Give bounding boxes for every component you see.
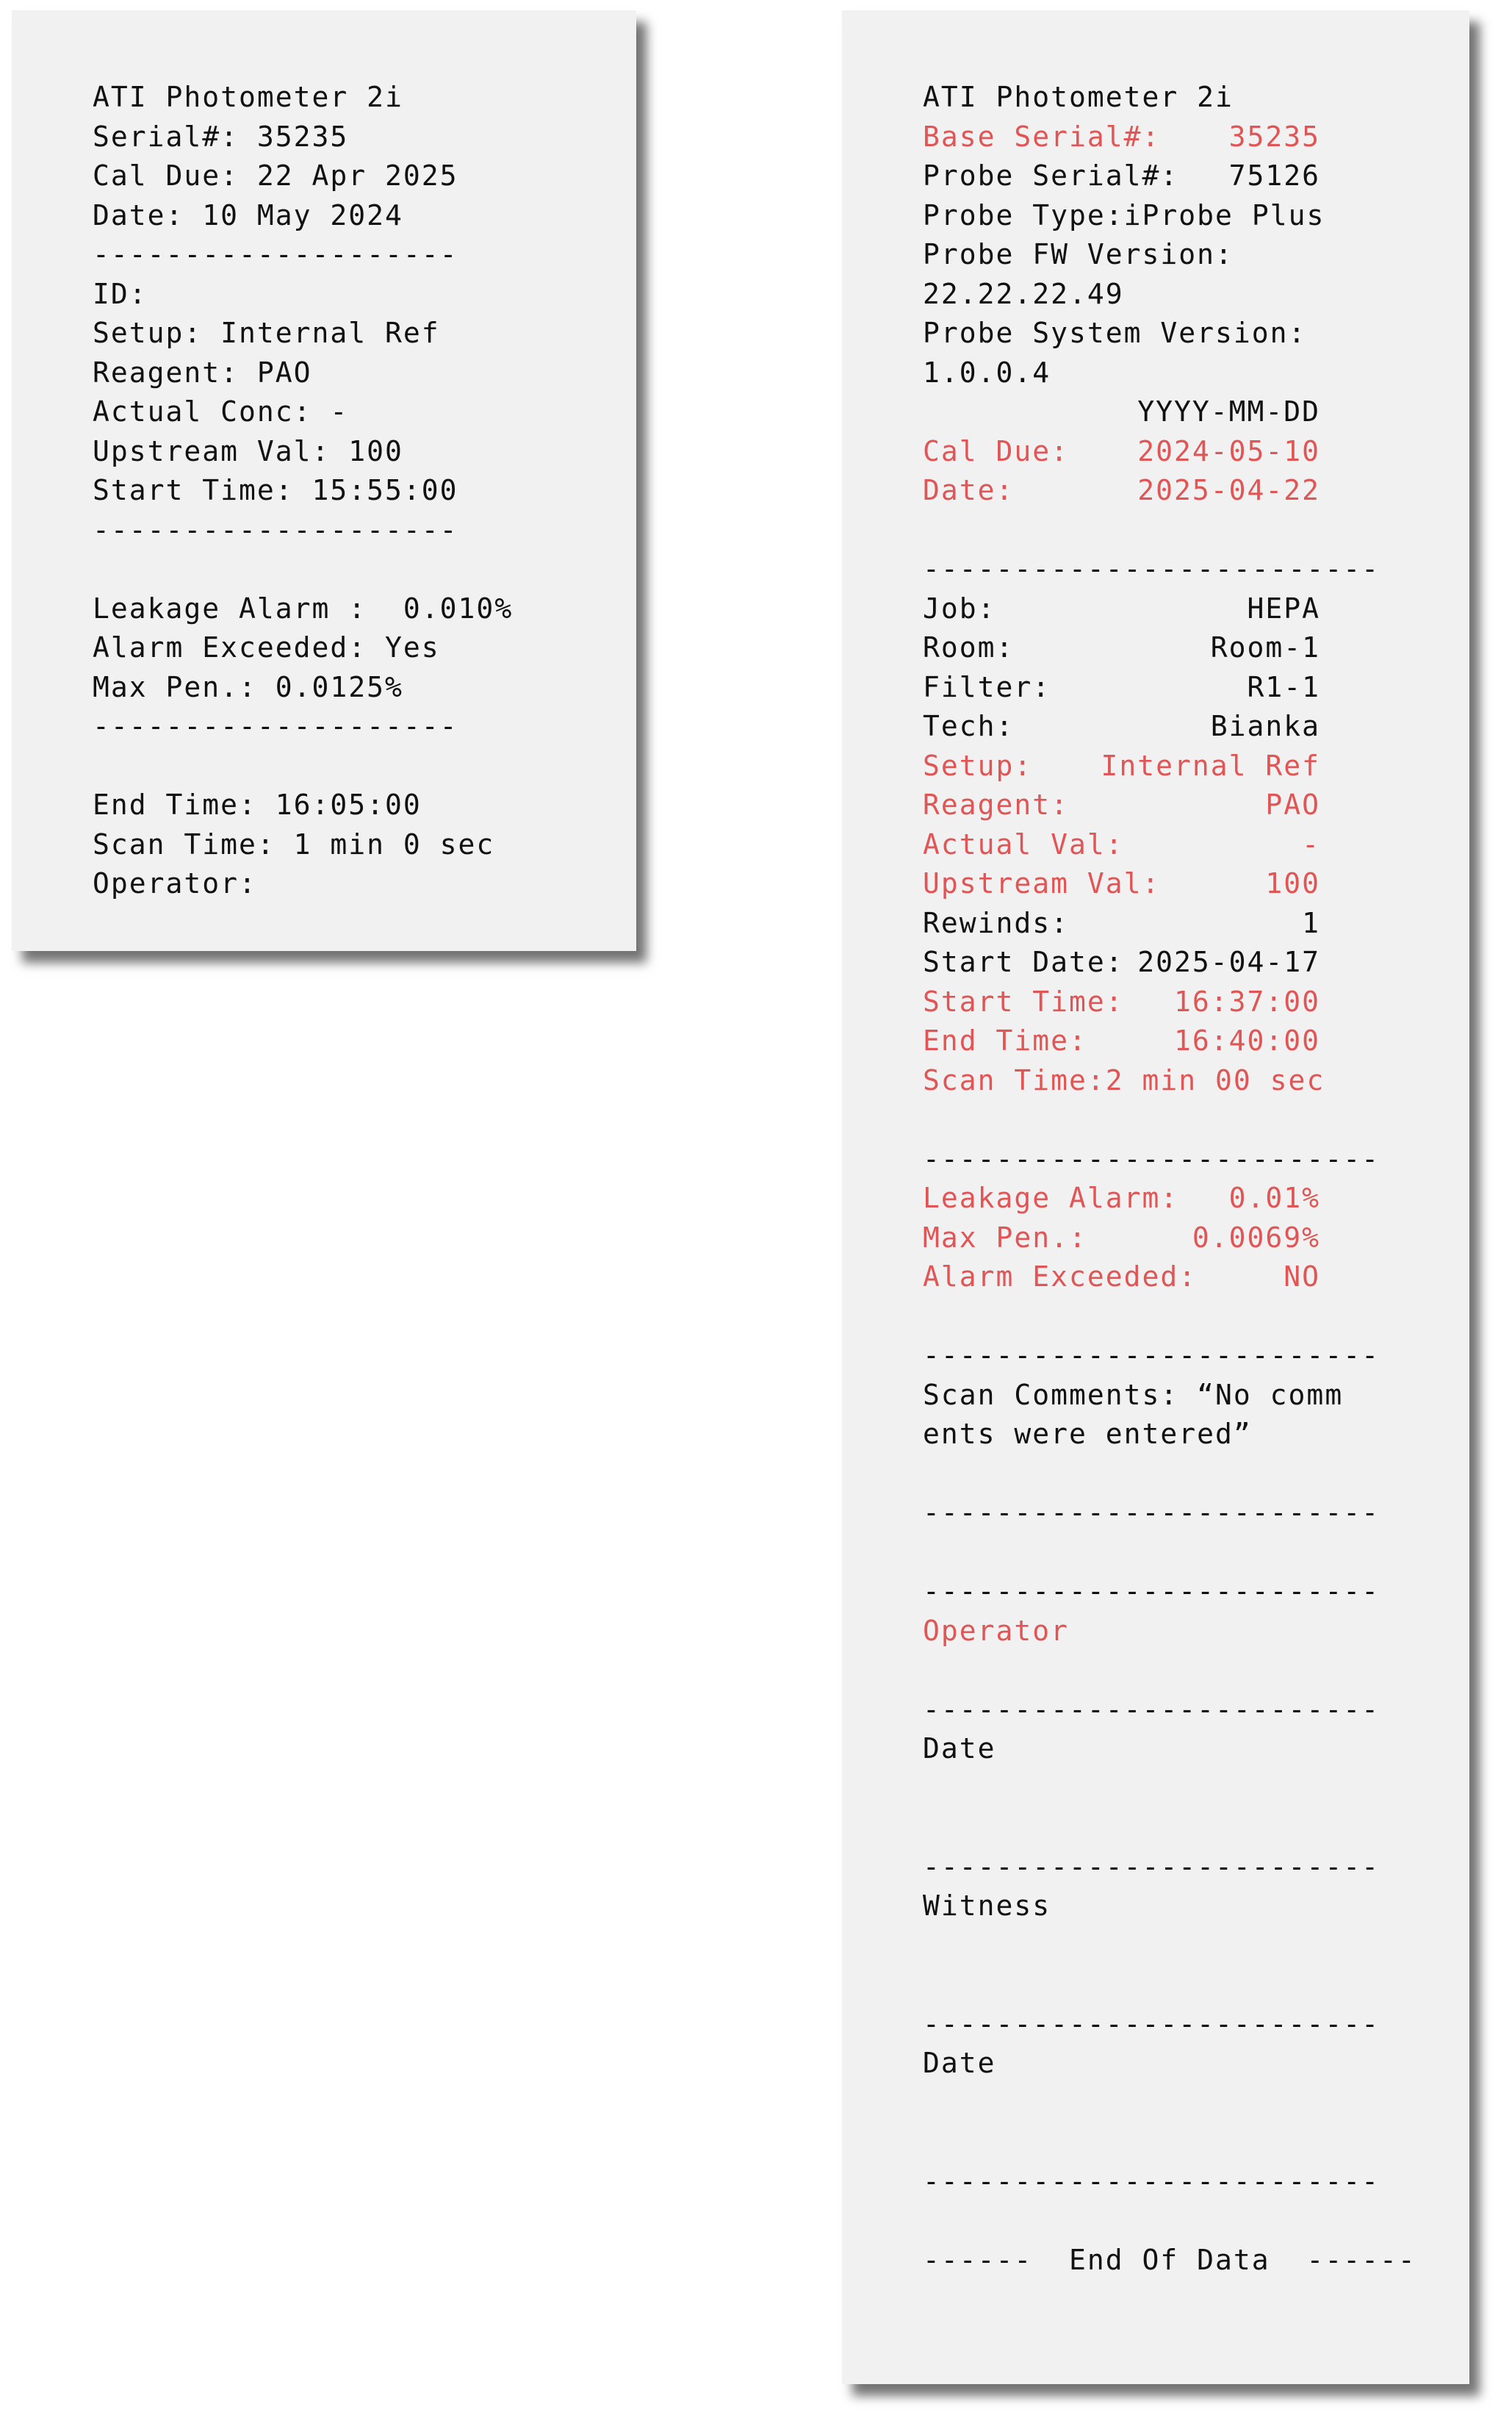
alarm-exceeded-line: Alarm Exceeded: Yes xyxy=(93,631,440,664)
upstream-val-value: 100 xyxy=(1265,867,1320,900)
leakage-alarm-line: Leakage Alarm : 0.010% xyxy=(93,592,514,625)
cal-due-row xyxy=(923,432,1320,472)
rewinds-row xyxy=(923,904,1320,944)
end-time-label: End Time: xyxy=(923,1024,1087,1057)
filter-label: Filter: xyxy=(923,670,1051,703)
receipt-title: ATI Photometer 2i xyxy=(923,81,1234,113)
separator: ------------------------- xyxy=(923,1496,1380,1529)
filter-row xyxy=(923,668,1320,708)
actual-val-value: - xyxy=(1302,828,1320,861)
cal-due-value: 2024-05-10 xyxy=(1137,434,1320,467)
upstream-val-label: Upstream Val: xyxy=(923,867,1161,900)
separator: ------------------------- xyxy=(923,1339,1380,1371)
receipt-left xyxy=(12,10,636,951)
base-serial-label: Base Serial#: xyxy=(923,120,1161,153)
base-serial-value: 35235 xyxy=(1228,120,1320,153)
cal-due-label: Cal Due: xyxy=(923,434,1070,467)
start-time-line: Start Time: 15:55:00 xyxy=(93,474,458,506)
room-label: Room: xyxy=(923,631,1015,664)
end-time-value: 16:40:00 xyxy=(1173,1024,1320,1057)
start-date-label: Start Date: xyxy=(923,946,1124,978)
base-serial-row xyxy=(923,118,1320,157)
setup-value: Internal Ref xyxy=(1101,749,1320,782)
max-pen-label: Max Pen.: xyxy=(923,1221,1087,1254)
room-value: Room-1 xyxy=(1210,631,1320,664)
probe-system-value: 1.0.0.4 xyxy=(923,356,1051,389)
date-value: 2025-04-22 xyxy=(1137,474,1320,506)
max-pen-row xyxy=(923,1219,1320,1258)
separator: ------------------------- xyxy=(923,1850,1380,1883)
operator-line: Operator: xyxy=(93,867,257,900)
leakage-alarm-row xyxy=(923,1179,1320,1219)
leakage-alarm-value: 0.01% xyxy=(1228,1182,1320,1214)
actual-val-row xyxy=(923,825,1320,865)
probe-type-value: iProbe Plus xyxy=(1123,198,1325,232)
room-row xyxy=(923,628,1320,668)
probe-type-label: Probe Type: xyxy=(923,198,1124,232)
job-value: HEPA xyxy=(1247,592,1320,625)
reagent-value: PAO xyxy=(1265,789,1320,821)
actual-val-label: Actual Val: xyxy=(923,828,1124,861)
witness-label: Witness xyxy=(923,1890,1051,1922)
setup-label: Setup: xyxy=(923,749,1033,782)
separator: -------------------- xyxy=(93,710,458,742)
alarm-exceeded-value: NO xyxy=(1284,1260,1320,1293)
rewinds-label: Rewinds: xyxy=(923,906,1070,939)
upstream-val-row xyxy=(923,864,1320,904)
upstream-line: Upstream Val: 100 xyxy=(93,434,403,467)
probe-serial-label: Probe Serial#: xyxy=(923,159,1179,192)
operator-label: Operator xyxy=(923,1614,1070,1647)
setup-line: Setup: Internal Ref xyxy=(93,317,440,349)
probe-serial-value: 75126 xyxy=(1228,159,1320,192)
reagent-label: Reagent: xyxy=(923,789,1070,821)
tech-value: Bianka xyxy=(1210,710,1320,742)
scan-time-line: Scan Time: 1 min 0 sec xyxy=(93,828,495,861)
start-date-value: 2025-04-17 xyxy=(1137,946,1320,978)
start-date-row xyxy=(923,943,1320,983)
probe-type-row xyxy=(923,196,1325,236)
end-time-row xyxy=(923,1022,1320,1061)
job-label: Job: xyxy=(923,592,996,625)
probe-serial-row xyxy=(923,157,1320,196)
scan-time-row xyxy=(923,1061,1325,1101)
end-time-line: End Time: 16:05:00 xyxy=(93,789,422,821)
probe-fw-value: 22.22.22.49 xyxy=(923,277,1124,310)
date-line: Date: 10 May 2024 xyxy=(93,198,403,232)
tech-label: Tech: xyxy=(923,710,1015,742)
receipt-right xyxy=(842,10,1469,2384)
end-of-data: ------ End Of Data ------ xyxy=(923,2243,1416,2276)
leakage-alarm-label: Leakage Alarm: xyxy=(923,1182,1179,1214)
scan-time-label: Scan Time: xyxy=(923,1063,1106,1097)
rewinds-value: 1 xyxy=(1302,906,1320,939)
start-time-row xyxy=(923,983,1320,1022)
start-time-label: Start Time: xyxy=(923,985,1124,1018)
date-format: YYYY-MM-DD xyxy=(1137,395,1320,428)
probe-system-label: Probe System Version: xyxy=(923,317,1307,349)
id-line: ID: xyxy=(93,277,148,310)
date-signature-label: Date xyxy=(923,1732,996,1765)
tech-row xyxy=(923,707,1320,747)
separator: ------------------------- xyxy=(923,2007,1380,2040)
reagent-row xyxy=(923,786,1320,825)
cal-due-line: Cal Due: 22 Apr 2025 xyxy=(93,159,458,192)
serial-line: Serial#: 35235 xyxy=(93,120,349,153)
receipt-title: ATI Photometer 2i xyxy=(93,81,403,113)
date-label: Date: xyxy=(923,474,1015,506)
date-signature-label-2: Date xyxy=(923,2047,996,2079)
job-row xyxy=(923,589,1320,629)
scan-comments-line-2: ents were entered” xyxy=(923,1418,1252,1450)
separator: ------------------------- xyxy=(923,1693,1380,1726)
max-pen-value: 0.0069% xyxy=(1192,1221,1320,1254)
separator: ------------------------- xyxy=(923,553,1380,585)
date-row xyxy=(923,471,1320,511)
actual-conc-line: Actual Conc: - xyxy=(93,395,349,428)
separator: -------------------- xyxy=(93,238,458,270)
setup-row xyxy=(923,747,1320,786)
separator: ------------------------- xyxy=(923,1575,1380,1607)
separator: -------------------- xyxy=(93,513,458,546)
scan-time-value: 2 min 00 sec xyxy=(1105,1063,1325,1097)
start-time-value: 16:37:00 xyxy=(1173,985,1320,1018)
max-pen-line: Max Pen.: 0.0125% xyxy=(93,670,403,703)
separator: ------------------------- xyxy=(923,2164,1380,2197)
alarm-exceeded-label: Alarm Exceeded: xyxy=(923,1260,1198,1293)
probe-fw-label: Probe FW Version: xyxy=(923,238,1234,270)
scan-comments-line-1: Scan Comments: “No comm xyxy=(923,1378,1344,1411)
separator: ------------------------- xyxy=(923,1142,1380,1175)
reagent-line: Reagent: PAO xyxy=(93,356,312,389)
alarm-exceeded-row xyxy=(923,1257,1320,1297)
filter-value: R1-1 xyxy=(1247,670,1320,703)
